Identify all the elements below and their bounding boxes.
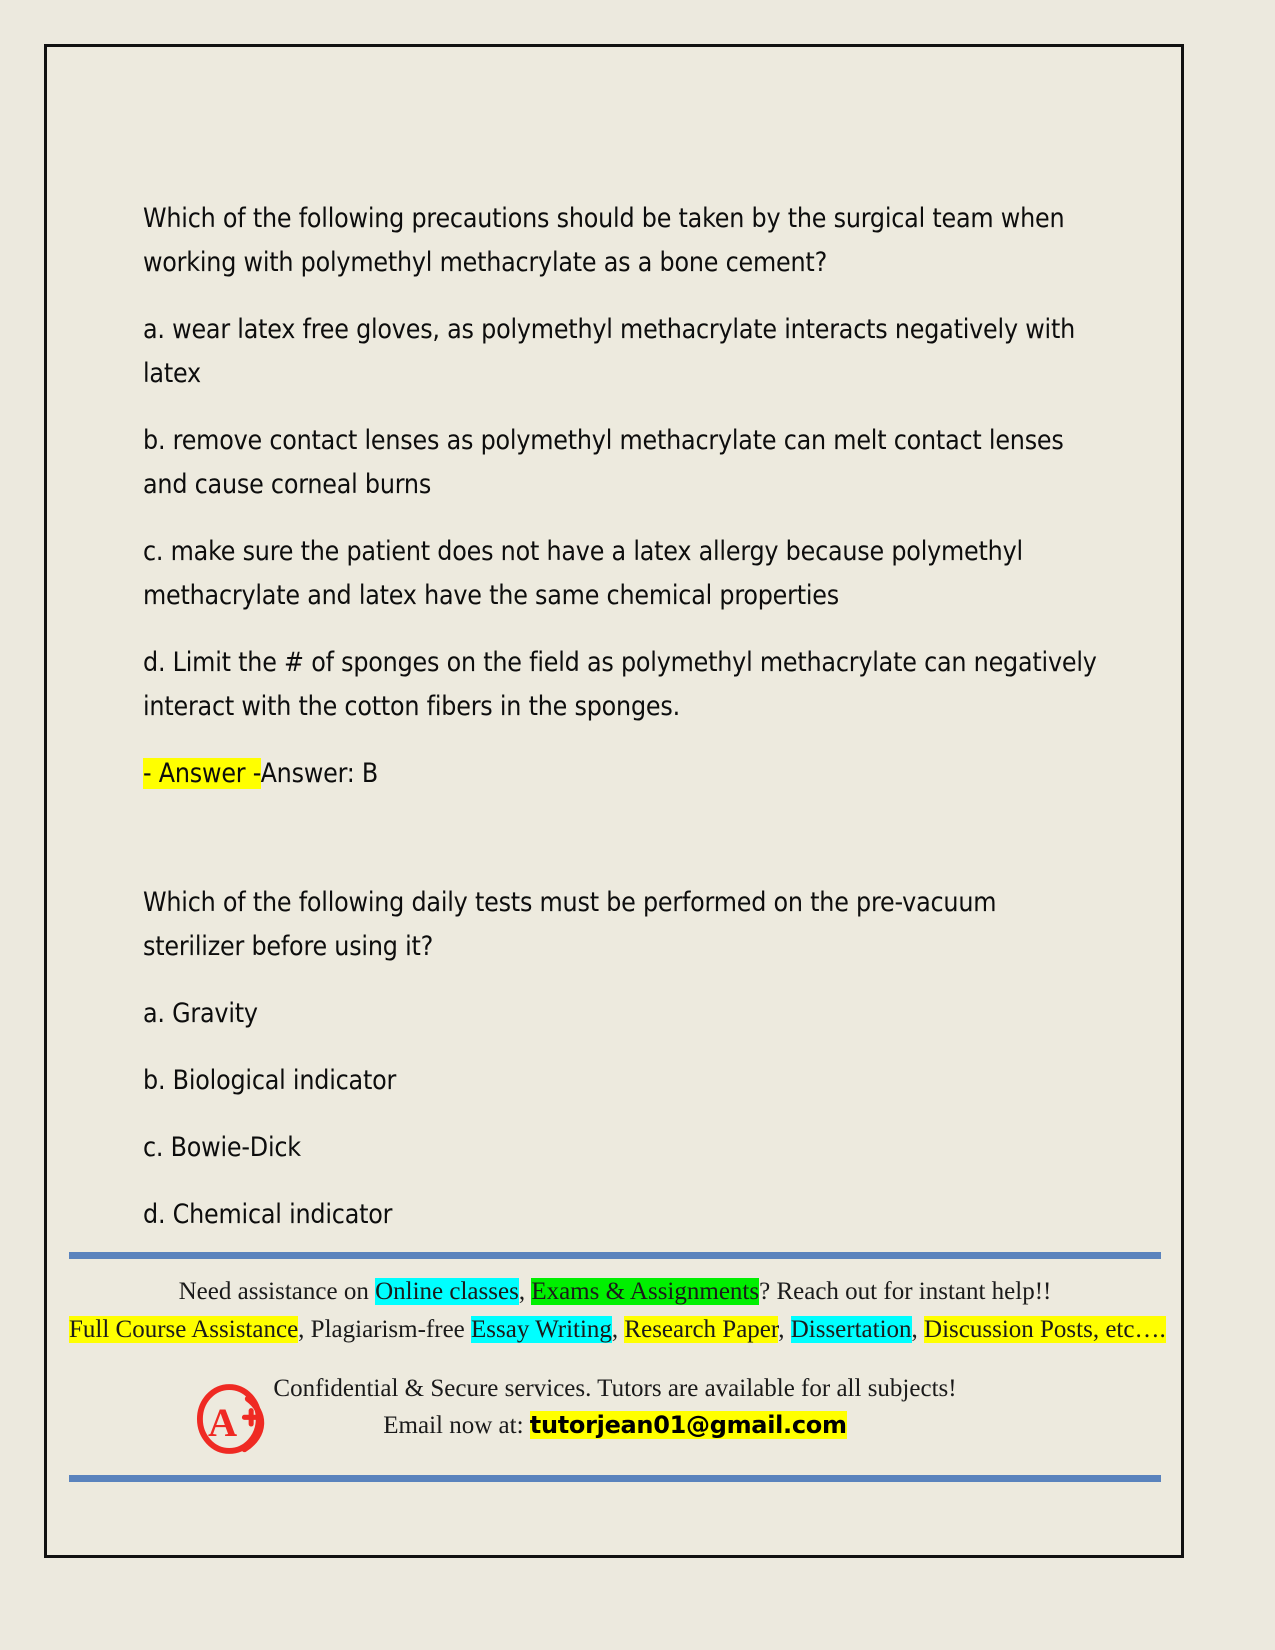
- document-page: [44, 44, 1184, 1558]
- footer-text-plagiarism-free: , Plagiarism-free: [298, 1316, 472, 1343]
- footer-text-reach-out: ? Reach out for instant help!!: [759, 1278, 1052, 1305]
- footer-highlight-dissertation: Dissertation: [790, 1316, 912, 1343]
- question-2-choice-b: b. Biological indicator: [143, 1065, 397, 1096]
- question-2-choice-c: c. Bowie-Dick: [143, 1132, 301, 1163]
- question-1-answer-line: [143, 752, 1103, 796]
- footer-divider-top: [69, 1252, 1161, 1259]
- question-2-choice-d: d. Chemical indicator: [143, 1199, 393, 1230]
- footer-email-address[interactable]: tutorjean01@gmail.com: [529, 1411, 847, 1439]
- question-2-choice-a: a. Gravity: [143, 998, 258, 1029]
- footer-text-need-assistance: Need assistance on: [178, 1278, 376, 1305]
- footer-line-offerings: [69, 1311, 1166, 1348]
- answer-marker-highlight: - Answer -: [143, 758, 261, 789]
- footer-highlight-discussion-posts: Discussion Posts, etc….: [924, 1316, 1166, 1343]
- footer-highlight-essay-writing: Essay Writing: [471, 1316, 612, 1343]
- footer: [69, 1252, 1166, 1482]
- question-1-choice-a: a. wear latex free gloves, as polymethyl methacrylate interacts negatively with latex: [143, 314, 1076, 389]
- answer-value: Answer: B: [260, 758, 379, 789]
- footer-text-comma-1: ,: [518, 1278, 532, 1305]
- document-body: [143, 197, 1103, 1260]
- section-spacer: [143, 819, 1103, 881]
- footer-divider-bottom: [69, 1475, 1161, 1482]
- footer-email-label: Email now at:: [383, 1412, 530, 1439]
- footer-text-comma-2: ,: [611, 1316, 625, 1343]
- question-1-choice-b: b. remove contact lenses as polymethyl methacrylate can melt contact lenses and cause corneal burns: [143, 425, 1064, 500]
- footer-text-comma-3: ,: [778, 1316, 791, 1343]
- question-1-stem: Which of the following precautions should be taken by the surgical team when working with polymethyl methacrylate as a bone cement?: [143, 203, 1065, 278]
- question-1-choice-c: c. make sure the patient does not have a latex allergy because polymethyl methacrylate and latex have the same chemical properties: [143, 536, 1023, 611]
- footer-line-confidential: Confidential & Secure services. Tutors are available for all subjects!: [273, 1375, 957, 1402]
- footer-text-comma-4: ,: [911, 1316, 925, 1343]
- footer-highlight-research-paper: Research Paper: [624, 1316, 779, 1343]
- a-plus-logo-icon: [189, 1377, 273, 1461]
- footer-highlight-full-course-assistance: Full Course Assistance: [69, 1316, 299, 1343]
- footer-highlight-online-classes: Online classes: [375, 1278, 519, 1305]
- footer-highlight-exams-assignments: Exams & Assignments: [531, 1278, 760, 1305]
- svg-text:A: A: [208, 1399, 238, 1445]
- question-2-stem: Which of the following daily tests must be performed on the pre-vacuum sterilizer before using it?: [143, 887, 997, 962]
- question-1-choice-d: d. Limit the # of sponges on the field as polymethyl methacrylate can negatively interact with the cotton fibers in the sponges.: [143, 647, 1097, 722]
- footer-line-services: [69, 1273, 1161, 1310]
- footer-content: [69, 1259, 1166, 1461]
